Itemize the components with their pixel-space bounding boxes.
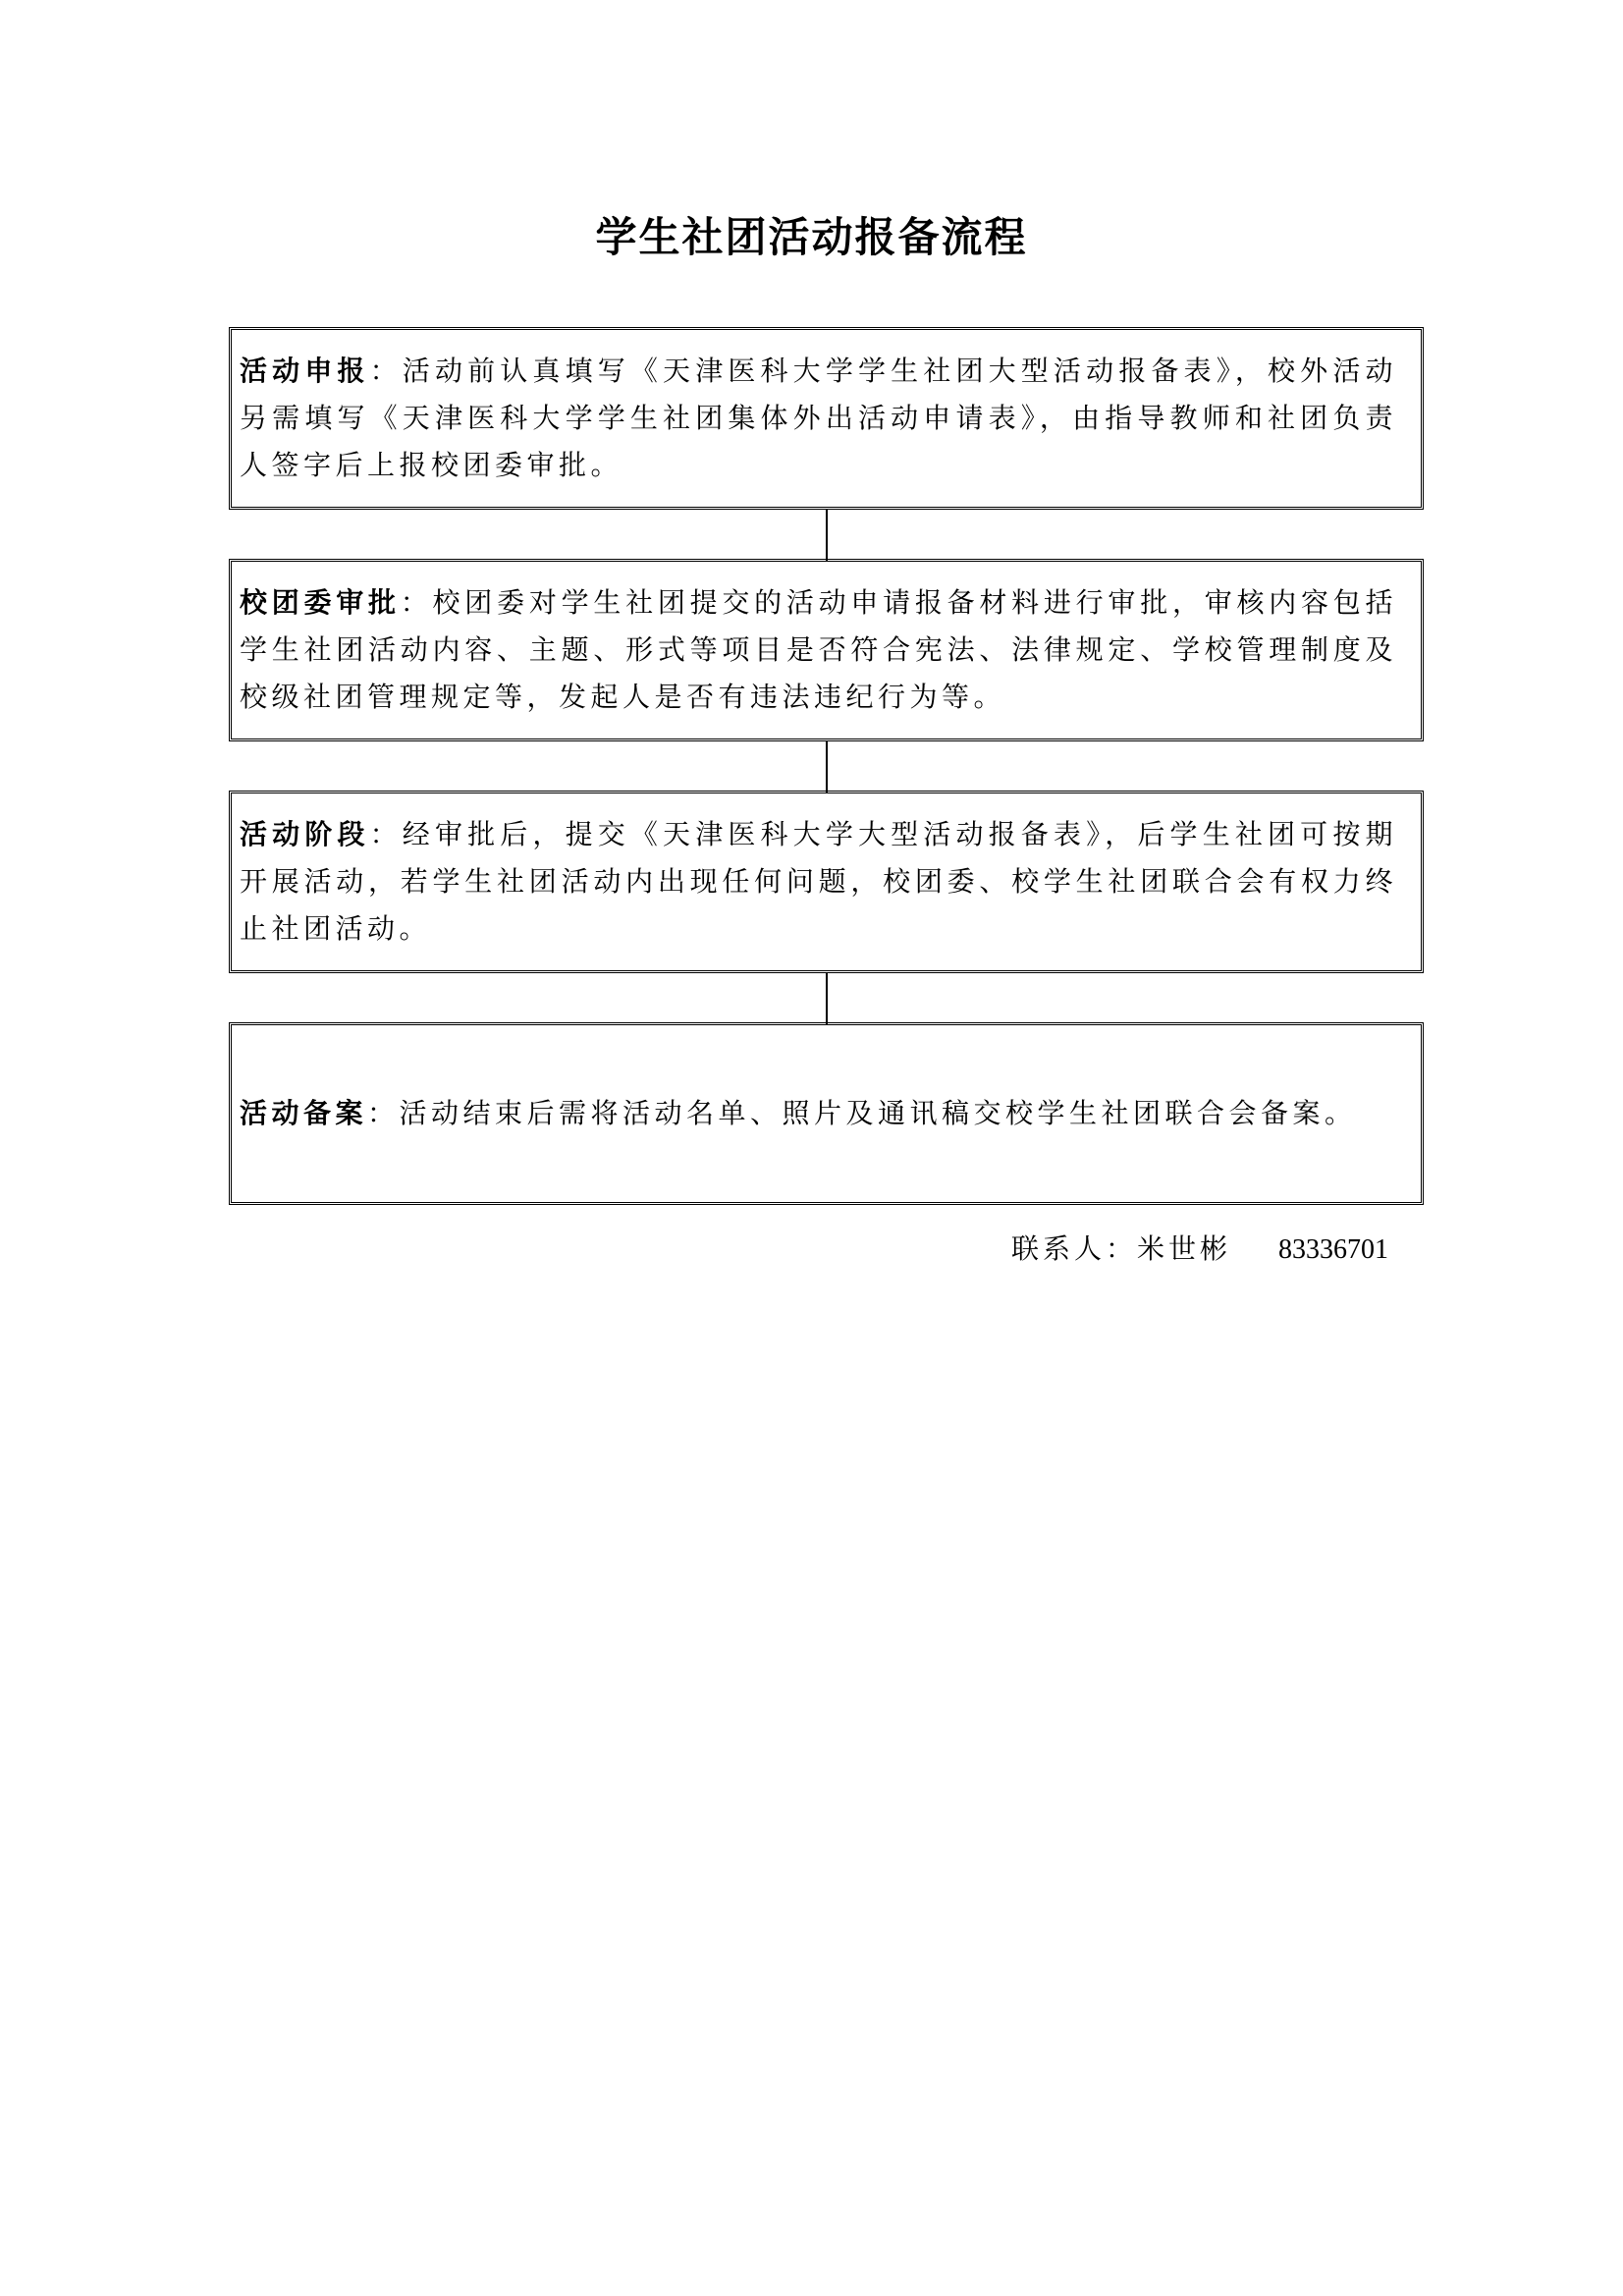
connector-line — [826, 973, 828, 1024]
step-box-application — [229, 327, 1424, 510]
step-label: 校团委审批 — [240, 586, 401, 619]
step-description: ：校团委对学生社团提交的活动申请报备材料进行审批，审核内容包括学生社团活动内容、主题、形式等项目是否符合宪法、法律规定、学校管理制度及校级社团管理规定等，发起人是否有违法违纪行为等。 — [240, 586, 1397, 713]
step-text-block — [240, 811, 1397, 953]
step-label: 活动申报 — [240, 355, 370, 387]
step-box-approval — [229, 559, 1424, 741]
step-description: ：活动结束后需将活动名单、照片及通讯稿交校学生社团联合会备案。 — [367, 1097, 1357, 1129]
step-box-activity-stage — [229, 791, 1424, 973]
step-label: 活动阶段 — [240, 818, 370, 850]
step-text-block — [240, 348, 1397, 489]
connector-line — [826, 741, 828, 793]
page-title: 学生社团活动报备流程 — [595, 213, 1028, 261]
step-text-block — [240, 579, 1397, 721]
step-label: 活动备案 — [240, 1097, 368, 1129]
step-description: ：经审批后，提交《天津医科大学大型活动报备表》，后学生社团可按期开展活动，若学生社团活动内出现任何问题，校团委、校学生社团联合会有权力终止社团活动。 — [240, 818, 1397, 945]
connector-line — [826, 510, 828, 561]
contact-info — [1011, 1230, 1424, 1270]
step-box-filing — [229, 1022, 1424, 1205]
contact-label: 联系人：米世彬 — [1011, 1232, 1232, 1265]
contact-phone: 83336701 — [1278, 1234, 1389, 1265]
step-description: ：活动前认真填写《天津医科大学学生社团大型活动报备表》，校外活动另需填写《天津医科大学学生社团集体外出活动申请表》，由指导教师和社团负责人签字后上报校团委审批。 — [240, 355, 1397, 481]
step-text-block — [240, 1090, 1357, 1137]
